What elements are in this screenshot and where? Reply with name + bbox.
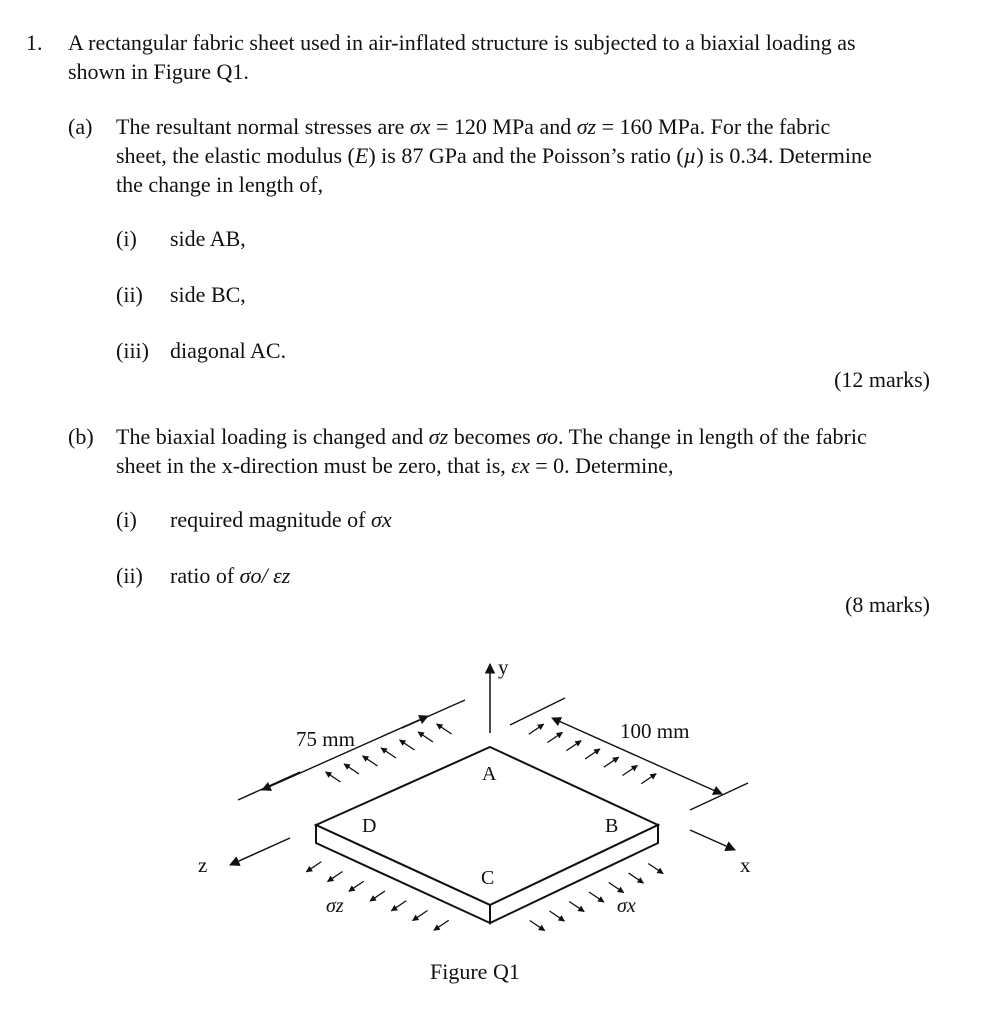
axis-z-label: z (198, 853, 208, 877)
stress-arrow-x-front (370, 891, 385, 901)
part-a-line3: the change in length of, (116, 172, 324, 197)
dim-100-ext-right (690, 783, 748, 810)
stress-arrow-x-front (349, 881, 364, 891)
stress-arrow-z-front (589, 892, 604, 902)
axis-x-line (690, 830, 735, 850)
part-a-line1-mid2: = 160 MPa. For the fabric (596, 114, 831, 139)
part-b-line2-post: = 0. Determine, (529, 453, 674, 478)
stress-arrow-x-front (328, 872, 343, 882)
stress-arrow-z-back (418, 732, 433, 742)
stress-arrow-z-back (400, 740, 415, 750)
part-a-line1-mid1: = 120 MPa and (430, 114, 577, 139)
intro-line-2: shown in Figure Q1. (68, 59, 249, 84)
part-a-item-2-text: side BC, (170, 282, 246, 307)
stress-arrow-z-back (363, 756, 378, 766)
part-b-item-1-num: (i) (116, 507, 137, 532)
corner-b-label: B (605, 815, 619, 837)
part-b-item-2-num: (ii) (116, 563, 143, 588)
part-a-item-1-text: side AB, (170, 226, 246, 251)
stress-arrow-x-back (548, 732, 563, 742)
stress-arrow-x-back (641, 774, 656, 784)
corner-a-label: A (482, 763, 497, 785)
part-a-line2-pre: sheet, the elastic modulus ( (116, 143, 355, 168)
stress-arrow-z-back (326, 772, 341, 782)
elastic-modulus-symbol: E (354, 143, 369, 168)
part-b-line1-mid: becomes (448, 424, 537, 449)
dim-100-ext-left (510, 698, 565, 725)
dim-75-ext-left (238, 772, 300, 800)
stress-arrow-z-front (569, 902, 584, 912)
stress-x-label: σx (617, 895, 636, 917)
stress-arrow-x-front (413, 911, 428, 921)
part-a-item-3-text: diagonal AC. (170, 338, 287, 363)
part-a-line2-mid: ) is 87 GPa and the Poisson’s ratio ( (368, 143, 684, 168)
stress-arrow-z-front (530, 921, 545, 931)
sigma-x-symbol: σx (409, 114, 431, 139)
stress-arrow-x-back (623, 765, 638, 775)
stress-arrow-z-front (629, 873, 644, 883)
part-a-label: (a) (68, 114, 93, 139)
part-b-item-2-pre: ratio of (170, 563, 240, 588)
figure-q1-diagram (0, 640, 1000, 1024)
part-a-item-3-num: (iii) (116, 338, 149, 363)
axis-z-line (230, 838, 290, 865)
stress-arrow-x-front (434, 920, 449, 930)
stress-arrow-x-back (566, 741, 581, 751)
part-b-item-1-symbol: σx (371, 507, 392, 532)
stress-arrow-x-front (306, 862, 321, 872)
epsilon-x-symbol: εx (511, 453, 530, 478)
stress-arrow-x-back (604, 757, 619, 767)
part-a-line1-pre: The resultant normal stresses are (116, 114, 410, 139)
part-b-item-1-pre: required magnitude of (170, 507, 371, 532)
stress-arrow-z-back (381, 748, 396, 758)
part-b-item-2-text (170, 561, 290, 590)
corner-d-label: D (362, 815, 377, 837)
stress-arrow-z-back (344, 764, 359, 774)
sigma-o-symbol: σo (536, 424, 559, 449)
sigma-z-symbol: σz (576, 114, 597, 139)
sigma-z-symbol-b: σz (428, 424, 449, 449)
part-b-line1-post: . The change in length of the fabric (558, 424, 867, 449)
dim-75-ext-right (402, 700, 465, 728)
part-a-line2-post: ) is 0.34. Determine (696, 143, 872, 168)
stress-z-label: σz (326, 895, 344, 917)
part-b-line1-pre: The biaxial loading is changed and (116, 424, 429, 449)
part-b-marks: (8 marks) (845, 592, 930, 617)
stress-arrow-z-back (437, 724, 452, 734)
poisson-ratio-symbol: µ (683, 143, 697, 168)
axis-y-label: y (498, 655, 509, 679)
question-intro (68, 28, 938, 86)
stress-arrow-x-back (529, 724, 544, 734)
part-a-marks: (12 marks) (834, 367, 930, 392)
axis-x-label: x (740, 853, 751, 877)
part-b-item-1-text (170, 505, 392, 534)
intro-line-1: A rectangular fabric sheet used in air-inflated structure is subjected to a biaxial loading as (68, 30, 856, 55)
part-b-line2-pre: sheet in the x-direction must be zero, that is, (116, 453, 512, 478)
stress-arrow-x-back (585, 749, 600, 759)
question-number: 1. (26, 30, 43, 55)
corner-c-label: C (481, 867, 495, 889)
dim-75-label: 75 mm (296, 727, 355, 751)
stress-arrow-x-front (391, 901, 406, 911)
stress-arrow-z-front (550, 911, 565, 921)
part-b-body (116, 422, 931, 480)
part-a-item-2-num: (ii) (116, 282, 143, 307)
stress-arrow-z-front (648, 864, 663, 874)
part-b-label: (b) (68, 424, 94, 449)
part-b-item-2-symbol: σo/ εz (239, 563, 291, 588)
stress-arrow-z-front (609, 883, 624, 893)
part-a-item-1-num: (i) (116, 226, 137, 251)
part-a-body (116, 112, 931, 199)
figure-caption: Figure Q1 (430, 959, 520, 984)
dim-100-label: 100 mm (620, 719, 690, 743)
